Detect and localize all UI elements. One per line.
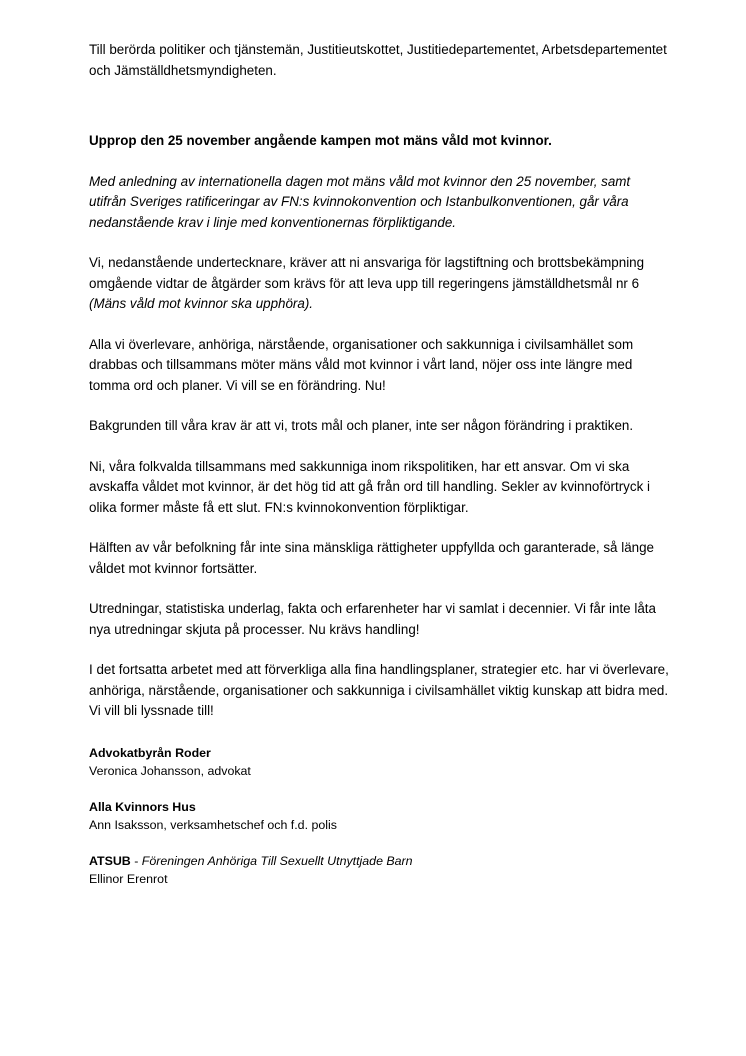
signatory-org-line — [89, 852, 669, 870]
paragraph-demands-text: Vi, nedanstående undertecknare, kräver att ni ansvariga för lagstiftning och brottsbekämpning omgående vidtar de åtgärder som krävs för att leva upp till regeringens jämställdhetsmål nr 6 — [89, 255, 645, 291]
signatory-item — [89, 852, 669, 888]
signatory-item — [89, 798, 669, 834]
signatories-list — [89, 744, 669, 888]
signatory-org-line — [89, 798, 669, 816]
signatory-org-line — [89, 744, 669, 762]
signatory-org-description: Föreningen Anhöriga Till Sexuellt Utnyttjade Barn — [141, 853, 413, 868]
paragraph-demands-emphasis: (Mäns våld mot kvinnor ska upphöra). — [89, 296, 314, 311]
paragraph-knowledge: I det fortsatta arbetet med att förverkliga alla fina handlingsplaner, strategier etc. har vi överlevare, anhöriga, närstående, organisationer och sakkunniga i civilsamhället viktig kunskap att bidra med. Vi vill bli lyssnade till! — [89, 662, 669, 718]
lead-paragraph: Med anledning av internationella dagen mot mäns våld mot kvinnor den 25 november, samt utifrån Sveriges ratificeringar av FN:s kvinnokonvention och Istanbulkonventionen, går våra nedanstående krav i linje med konventionernas förpliktigande. — [89, 173, 631, 230]
signatory-org: Alla Kvinnors Hus — [89, 799, 196, 814]
paragraph-rights: Hälften av vår befolkning får inte sina mänskliga rättigheter uppfyllda och garanterade, så länge våldet mot kvinnor fortsätter. — [89, 540, 654, 576]
signatory-person: Veronica Johansson, advokat — [89, 763, 251, 778]
paragraph-survivors: Alla vi överlevare, anhöriga, närstående, organisationer och sakkunniga i civilsamhället som drabbas och tillsammans möter mäns våld mot kvinnor i vårt land, nöjer oss inte längre med tomma ord och planer. Vi vill se en förändring. Nu! — [89, 336, 634, 393]
signatory-item — [89, 744, 669, 780]
addressee-text: Till berörda politiker och tjänstemän, Justitieutskottet, Justitiedepartementet, Arbetsdepartementet och Jämställdhetsmyndigheten. — [89, 42, 667, 78]
signatory-org: ATSUB — [89, 853, 131, 868]
signatory-person: Ellinor Erenrot — [89, 871, 168, 886]
paragraph-background: Bakgrunden till våra krav är att vi, trots mål och planer, inte ser någon förändring i praktiken. — [89, 418, 634, 433]
document-heading: Upprop den 25 november angående kampen mot mäns våld mot kvinnor. — [89, 133, 552, 148]
signatory-person: Ann Isaksson, verksamhetschef och f.d. polis — [89, 817, 337, 832]
paragraph-responsibility: Ni, våra folkvalda tillsammans med sakkunniga inom rikspolitiken, har ett ansvar. Om vi ska avskaffa våldet mot kvinnor, är det hög tid att gå från ord till handling. Sekler av kvinnoförtryck i olika former måste få ett slut. FN:s kvinnokonvention förpliktigar. — [89, 458, 650, 515]
signatory-org-separator: - — [130, 853, 142, 868]
paragraph-demands — [89, 253, 669, 315]
signatory-org: Advokatbyrån Roder — [89, 745, 211, 760]
document-page — [89, 40, 669, 906]
paragraph-investigations: Utredningar, statistiska underlag, fakta och erfarenheter har vi samlat i decennier. Vi får inte låta nya utredningar skjuta på processer. Nu krävs handling! — [89, 601, 656, 637]
